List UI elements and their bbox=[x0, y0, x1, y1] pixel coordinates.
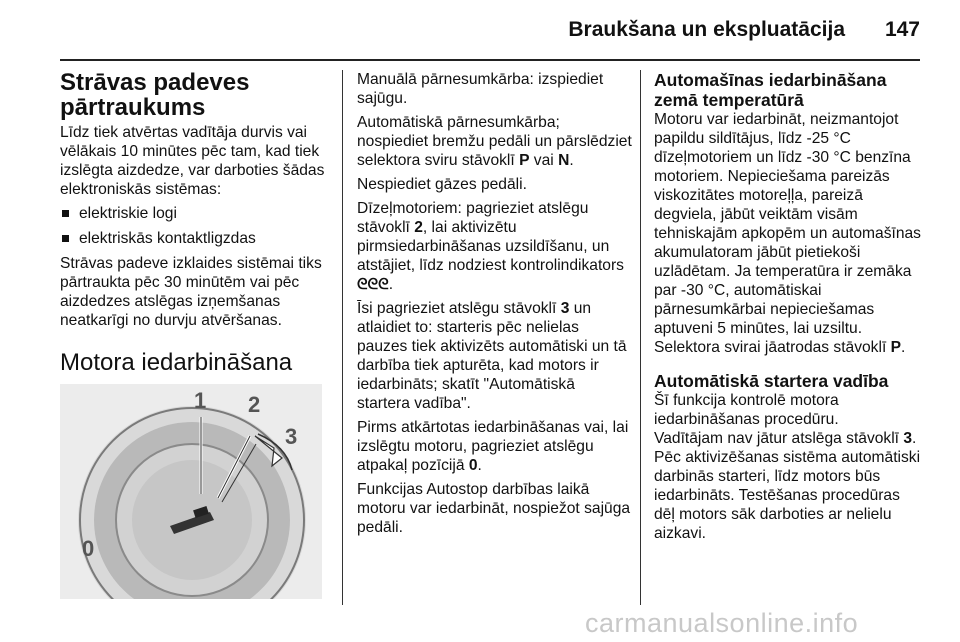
ignition-switch-figure bbox=[60, 384, 322, 599]
paragraph-automatic-starter-1: Šī funkcija kontrolē motora iedarbināšanas procedūru. bbox=[654, 392, 839, 428]
bullet-list bbox=[60, 204, 330, 248]
column-1 bbox=[60, 70, 330, 599]
paragraph-cold-start: Motoru var iedarbināt, neizmantojot papildu sildītājus, līdz -25 °C dīzeļmotoriem un līdz -30 °C benzīna motoriem. Nepieciešama pareizās viskozitātes motoreļļa, pareizā degviela, jābūt veiktām visām tehniskajām apkopēm un automašīnas akumulatoram jābūt pietiekoši uzlādētam. Ja temperatūra ir zemāka par -30 °C, automātiskai pārnesumkārbai nepieciešamas aptuveni 5 minūtes, lai uzsiltu. Selektora svirai jāatrodas stāvoklī P. bbox=[654, 111, 921, 356]
chapter-title: Braukšana un ekspluatācija bbox=[568, 18, 845, 41]
position-label-3: 3 bbox=[285, 424, 298, 449]
page-header bbox=[0, 0, 960, 58]
heading-power-cut: Strāvas padeves pārtraukums bbox=[60, 69, 250, 121]
column-divider-2 bbox=[640, 70, 641, 605]
page-number: 147 bbox=[884, 18, 920, 41]
paragraph-restart: Pirms atkārtotas iedarbināšanas vai, lai izslēgtu motoru, pagrieziet atslēgu atpakaļ pozīcijā 0. bbox=[357, 419, 629, 474]
paragraph-automatic-starter-2: Vadītājam nav jātur atslēga stāvoklī 3. Pēc aktivizēšanas sistēma automātiski darbinās starteri, līdz motors būs iedarbināts. Testēšanas procedūras dēļ motors sāk darboties ar nelielu aizkavi. bbox=[654, 430, 921, 542]
paragraph-autostop: Funkcijas Autostop darbības laikā motoru var iedarbināt, nospiežot sajūga pedāli. bbox=[357, 481, 631, 536]
position-label-0: 0 bbox=[82, 536, 95, 561]
column-3 bbox=[654, 70, 924, 548]
watermark: carmanualsonline.info bbox=[585, 608, 859, 638]
column-2 bbox=[357, 70, 632, 542]
column-divider-1 bbox=[342, 70, 343, 605]
paragraph-manual-gearbox: Manuālā pārnesumkārba: izspiediet sajūgu. bbox=[357, 71, 604, 107]
paragraph-power-cut: Līdz tiek atvērtas vadītāja durvis vai vēlākais 10 minūtes pēc tam, kad tiek izslēgta aizdedze, var darboties šādas elektroniskās sistēmas: bbox=[60, 124, 325, 198]
heading-engine-start: Motora iedarbināšana bbox=[60, 349, 293, 376]
bullet-item: elektriskie logi bbox=[60, 204, 330, 223]
heading-automatic-starter: Automātiskā startera vadība bbox=[654, 371, 889, 391]
position-label-1: 1 bbox=[194, 388, 207, 413]
heading-cold-start: Automašīnas iedarbināšana zemā temperatūrā bbox=[654, 70, 887, 110]
bullet-item: elektriskās kontaktligzdas bbox=[60, 229, 330, 248]
paragraph-gas-pedal: Nespiediet gāzes pedāli. bbox=[357, 176, 527, 193]
position-label-2: 2 bbox=[248, 392, 261, 417]
glow-plug-indicator-icon: ᘓᘓᘓ bbox=[357, 276, 389, 293]
paragraph-automatic-gearbox: Automātiskā pārnesumkārba; nospiediet bremžu pedāli un pārslēdziet selektora sviru stāvoklī P vai N. bbox=[357, 114, 632, 169]
paragraph-power-cut-2: Strāvas padeve izklaides sistēmai tiks pārtraukta pēc 30 minūtēm vai pēc aizdedzes atslēgas izņemšanas neatkarīgi no durvju atvēršanas. bbox=[60, 255, 322, 329]
header-rule bbox=[60, 59, 920, 61]
paragraph-start-key: Īsi pagrieziet atslēgu stāvoklī 3 un atlaidiet to: starteris pēc nelielas pauzes tiek aktivizēts automātiski un tā darbība tiek apturēta, kad motors ir iedarbināts; skatīt "Automātiskā startera vadība". bbox=[357, 300, 627, 412]
paragraph-diesel: Dīzeļmotoriem: pagrieziet atslēgu stāvoklī 2, lai aktivizētu pirmsiedarbināšanas uzsildīšanu, un atstājiet, līdz nodziest kontrolindikators ᘓᘓᘓ. bbox=[357, 200, 624, 293]
